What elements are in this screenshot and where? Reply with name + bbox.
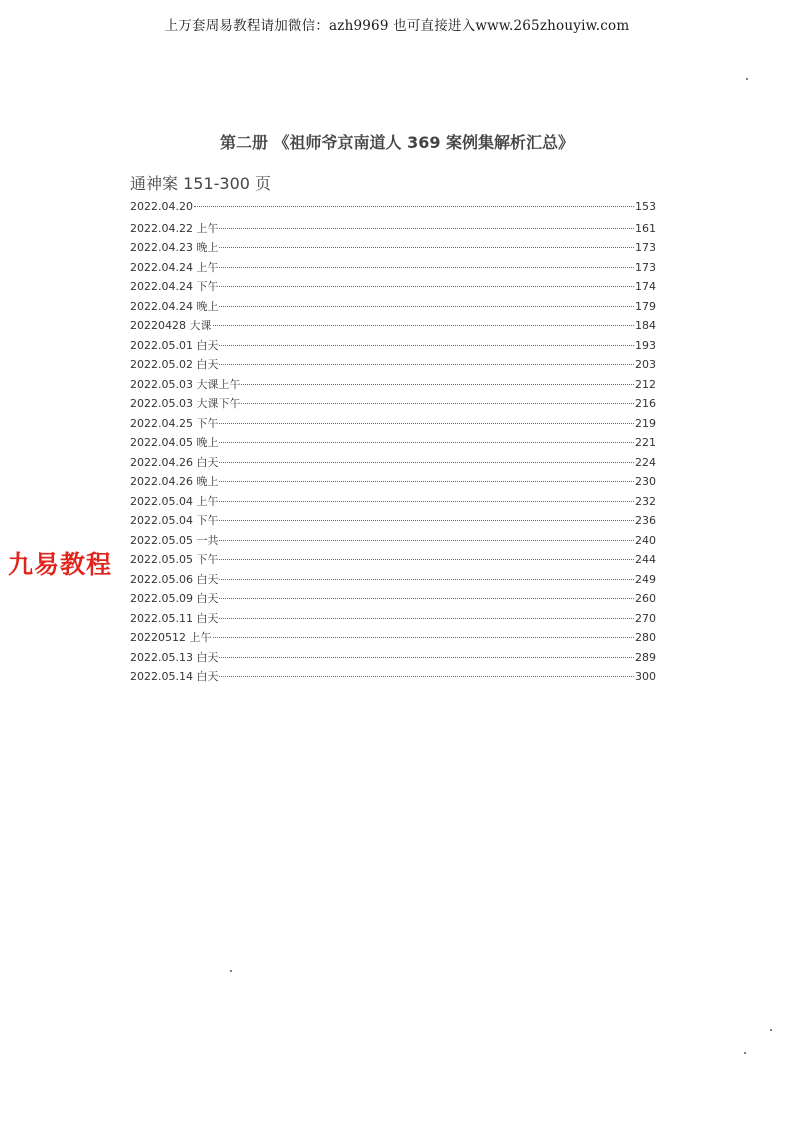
toc-entry xyxy=(130,278,656,298)
toc-entry-label: 2022.04.24 上午 xyxy=(130,260,219,274)
toc-entry-label: 2022.05.03 大课上午 xyxy=(130,377,241,391)
toc-dot-leader xyxy=(219,306,634,307)
toc-entry-label: 2022.04.26 白天 xyxy=(130,455,219,469)
toc-dot-leader xyxy=(219,520,634,521)
toc-entry-page: 216 xyxy=(635,397,656,410)
toc-entry-label: 2022.05.13 白天 xyxy=(130,650,219,664)
toc-entry xyxy=(130,395,656,415)
toc-entry-page: 232 xyxy=(635,494,656,508)
toc-entry xyxy=(130,376,656,396)
toc-entry xyxy=(130,649,656,669)
toc-entry xyxy=(130,356,656,376)
toc-entry-page: 230 xyxy=(635,475,656,488)
toc-entry xyxy=(130,571,656,591)
toc-dot-leader xyxy=(219,676,634,677)
toc-entry-label: 2022.05.05 下午 xyxy=(130,553,219,566)
toc-entry xyxy=(130,590,656,610)
toc-entry-page: 289 xyxy=(635,650,656,664)
toc-entry-page: 174 xyxy=(635,280,656,293)
toc-entry-label: 2022.05.03 大课下午 xyxy=(130,397,241,410)
toc-entry xyxy=(130,317,656,337)
toc-dot-leader xyxy=(219,423,634,424)
toc-entry-label: 2022.05.09 白天 xyxy=(130,592,219,605)
toc-entry-label: 2022.05.01 白天 xyxy=(130,338,219,352)
toc-entry-label: 2022.04.23 晚上 xyxy=(130,241,219,254)
toc-entry xyxy=(130,629,656,649)
toc-entry-label: 2022.05.14 白天 xyxy=(130,670,219,683)
toc-dot-leader xyxy=(219,540,634,541)
toc-entry-label: 2022.04.22 上午 xyxy=(130,221,219,235)
toc-entry-page: 219 xyxy=(635,416,656,430)
toc-entry-label: 2022.04.25 下午 xyxy=(130,416,219,430)
watermark: 九易教程 xyxy=(8,545,112,581)
toc-entry xyxy=(130,337,656,357)
toc-dot-leader xyxy=(241,384,634,385)
toc-entry-page: 161 xyxy=(635,221,656,235)
toc-entry xyxy=(130,610,656,630)
toc-entry xyxy=(130,200,656,220)
toc-dot-leader xyxy=(241,403,634,404)
toc-entry xyxy=(130,454,656,474)
toc-entry-label: 2022.05.04 下午 xyxy=(130,514,219,527)
scan-speck xyxy=(746,78,748,80)
toc-entry xyxy=(130,220,656,240)
toc-entry-label: 2022.05.11 白天 xyxy=(130,611,219,625)
toc-entry-label: 2022.04.05 晚上 xyxy=(130,436,219,449)
toc-entry-label: 2022.05.04 上午 xyxy=(130,494,219,508)
toc-dot-leader xyxy=(213,325,635,326)
toc-entry xyxy=(130,239,656,259)
toc-entry-page: 236 xyxy=(635,514,656,527)
toc-dot-leader xyxy=(219,364,634,365)
toc-dot-leader xyxy=(219,267,634,268)
toc-dot-leader xyxy=(213,637,635,638)
toc-entry-label: 2022.04.24 晚上 xyxy=(130,299,219,313)
toc-entry-label: 2022.05.05 一共 xyxy=(130,533,219,547)
toc-entry-page: 193 xyxy=(635,338,656,352)
toc-entry xyxy=(130,434,656,454)
toc-entry xyxy=(130,493,656,513)
toc-entry-page: 212 xyxy=(635,377,656,391)
toc-entry-page: 280 xyxy=(635,631,656,644)
toc-entry-page: 244 xyxy=(635,553,656,566)
toc-entry-page: 184 xyxy=(635,319,656,332)
toc-dot-leader xyxy=(219,501,634,502)
toc-entry-page: 203 xyxy=(635,358,656,371)
toc-entry xyxy=(130,512,656,532)
toc-entry-page: 249 xyxy=(635,572,656,586)
toc-entry-page: 300 xyxy=(635,670,656,683)
toc-dot-leader xyxy=(194,206,634,207)
toc-dot-leader xyxy=(219,618,634,619)
toc-dot-leader xyxy=(219,286,634,287)
scan-speck xyxy=(230,970,232,972)
toc-entry xyxy=(130,259,656,279)
document-title: 第二册 《祖师爷京南道人 369 案例集解析汇总》 xyxy=(219,133,575,152)
header-note: 上万套周易教程请加微信：azh9969 也可直接进入www.265zhouyiw.com xyxy=(164,18,630,34)
toc-dot-leader xyxy=(219,598,634,599)
toc-dot-leader xyxy=(219,345,634,346)
toc-entry-label: 2022.04.24 下午 xyxy=(130,280,219,293)
toc-entry-label: 2022.05.02 白天 xyxy=(130,358,219,371)
toc-entry-page: 179 xyxy=(635,299,656,313)
toc-dot-leader xyxy=(219,247,634,248)
toc-entry xyxy=(130,473,656,493)
section-heading: 通神案 151-300 页 xyxy=(130,174,272,193)
toc-entry-page: 153 xyxy=(635,200,656,213)
toc-entry xyxy=(130,668,656,688)
toc-entry xyxy=(130,298,656,318)
table-of-contents xyxy=(130,200,656,688)
scan-speck xyxy=(744,1052,746,1054)
toc-dot-leader xyxy=(219,228,634,229)
toc-entry-page: 260 xyxy=(635,592,656,605)
toc-entry xyxy=(130,551,656,571)
toc-entry-page: 270 xyxy=(635,611,656,625)
toc-dot-leader xyxy=(219,462,634,463)
toc-entry xyxy=(130,415,656,435)
toc-entry-label: 2022.05.06 白天 xyxy=(130,572,219,586)
toc-entry-label: 20220512 上午 xyxy=(130,631,212,644)
toc-entry-page: 173 xyxy=(635,260,656,274)
toc-entry-label: 20220428 大课 xyxy=(130,319,212,332)
toc-dot-leader xyxy=(219,657,634,658)
toc-dot-leader xyxy=(219,481,634,482)
toc-entry-label: 2022.04.20 xyxy=(130,200,193,213)
toc-entry-page: 173 xyxy=(635,241,656,254)
toc-entry xyxy=(130,532,656,552)
toc-dot-leader xyxy=(219,442,634,443)
toc-entry-label: 2022.04.26 晚上 xyxy=(130,475,219,488)
toc-dot-leader xyxy=(219,579,634,580)
toc-entry-page: 240 xyxy=(635,533,656,547)
scan-speck xyxy=(770,1029,772,1031)
toc-entry-page: 221 xyxy=(635,436,656,449)
toc-dot-leader xyxy=(219,559,634,560)
toc-entry-page: 224 xyxy=(635,455,656,469)
